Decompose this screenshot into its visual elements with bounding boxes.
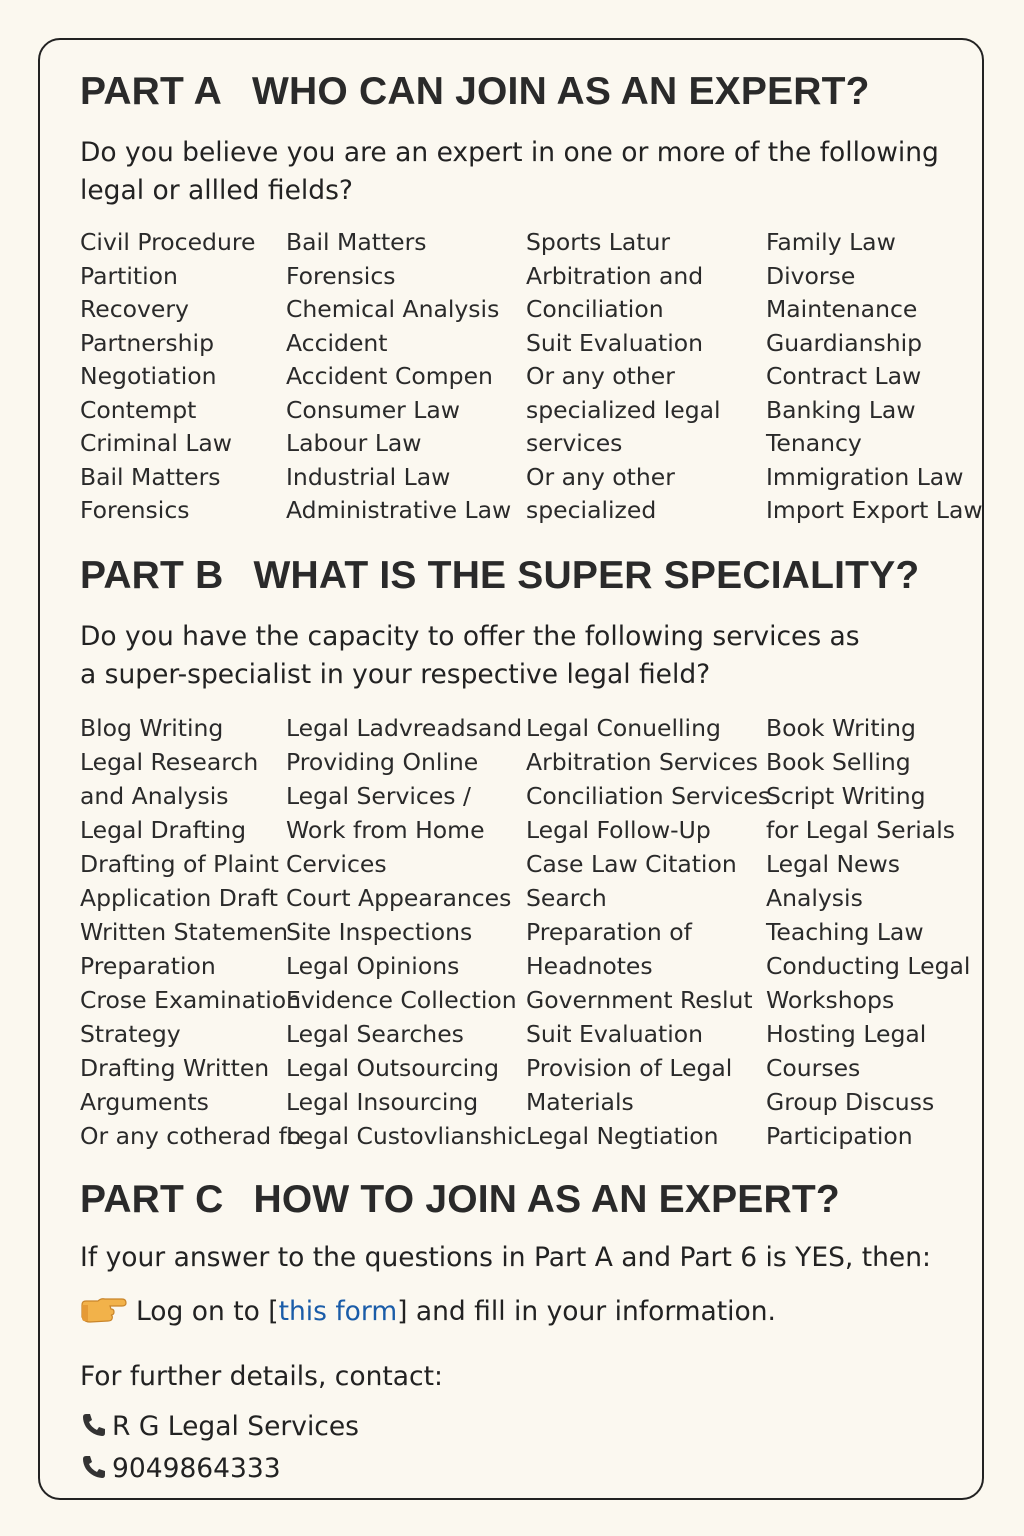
list-item: services [526,429,623,457]
part-b-lead: Do you have the capacity to offer the following services as a super-specialist in your respective legal field? [80,621,860,690]
list-item: Chemical Analysis [286,295,500,323]
part-a-title: WHO CAN JOIN AS AN EXPERT? [252,70,870,113]
list-item: Banking Law [766,395,916,424]
list-item: Court Appearances [286,884,512,912]
list-item: Arbitration and [526,261,704,290]
list-item: Preparation [80,952,216,980]
list-item: Labour Law [286,429,422,457]
part-c-heading [80,1178,840,1222]
part-b-label: PART B [80,554,224,597]
list-item: Forensics [286,261,396,290]
action-text-before: Log on to [ [136,1296,279,1327]
part-b-title: WHAT IS THE SUPER SPECIALITY? [253,554,920,597]
list-item: Strategy [80,1020,181,1048]
list-item: Suit Evaluation [526,328,704,357]
list-item: Tenancy [766,429,862,457]
list-item: Sports Latur [526,228,671,256]
list-item: Provision of Legal [526,1054,733,1082]
list-item: Drafting of Plaint [80,850,279,878]
list-item: Providing Online [286,748,479,776]
list-item: Legal Searches [286,1020,464,1048]
list-item: Courses [766,1054,861,1082]
list-item: Script Writing [766,782,926,810]
contact-name: R G Legal Services [112,1411,359,1442]
part-a-column [80,226,280,528]
list-item: Legal Opinions [286,952,460,980]
list-item: Analysis [766,884,863,912]
list-item: Application Draft [80,884,279,912]
part-b-heading [80,554,919,598]
list-item: Administrative Law [286,496,512,524]
list-item: Or any cotherad fo [80,1122,302,1150]
list-item: Accident [286,328,388,357]
action-text-after: ] and fill in your information. [397,1296,776,1327]
list-item: Contract Law [766,362,922,390]
list-item: Forensics [80,496,190,524]
list-item: Family Law [766,228,896,256]
list-item: Conciliation [526,295,664,323]
list-item: Conducting Legal [766,952,971,980]
list-item: Legal Ladvreadsand [286,714,523,742]
list-item: Evidence Collection [286,986,517,1014]
list-item: Contempt [80,395,197,424]
pointing-hand-icon [80,1295,126,1325]
list-item: Legal Follow-Up [526,816,711,844]
list-item: Industrial Law [286,462,451,491]
list-item: Suit Evaluation [526,1020,704,1048]
list-item: Blog Writing [80,714,224,742]
list-item: Or any other [526,362,675,390]
part-c-action [80,1295,776,1327]
list-item: Accident Compen [286,362,493,390]
contact-intro: For further details, contact: [80,1361,443,1392]
list-item: for Legal Serials [766,816,955,844]
part-a-column [766,226,983,528]
list-item: and Analysis [80,782,229,810]
list-item: Or any other [526,462,675,491]
list-item: Search [526,884,607,912]
list-item: Materials [526,1088,634,1116]
list-item: specialized legal [526,395,721,424]
list-item: Site Inspections [286,918,473,946]
contact-phone[interactable]: 9049864333 [112,1453,281,1484]
list-item: Bail Matters [286,228,427,256]
list-item: Criminal Law [80,429,233,457]
list-item: Hosting Legal [766,1020,927,1048]
list-item: Legal Outsourcing [286,1054,499,1082]
list-item: Guardianship [766,328,923,357]
list-item: Teaching Law [766,918,924,946]
part-b-column [526,711,771,1153]
list-item: Legal Conuelling [526,714,721,742]
list-item: Book Writing [766,714,916,742]
list-item: Cervices [286,850,387,878]
list-item: Import Export Law [766,496,983,524]
part-b-column [80,711,302,1153]
list-item: Preparation of [526,918,692,946]
list-item: Legal News [766,850,900,878]
list-item: Legal Services / [286,782,471,810]
list-item: Arbitration Services [526,748,759,776]
list-item: Written Statemen [80,918,289,946]
part-c-label: PART C [80,1178,224,1221]
list-item: Group Discuss [766,1088,935,1116]
list-item: Arguments [80,1088,209,1116]
list-item: Headnotes [526,952,653,980]
part-c-title: HOW TO JOIN AS AN EXPERT? [253,1178,840,1221]
contact-name-line [80,1411,359,1442]
part-a-lead: Do you believe you are an expert in one or more of the following legal or allled fields? [80,137,939,206]
part-a-column [526,226,736,528]
list-item: Partition [80,261,178,290]
list-item: Legal Research [80,748,259,776]
list-item: Participation [766,1122,913,1150]
list-item: Work from Home [286,816,485,844]
part-c-condition: If your answer to the questions in Part A and Part 6 is YES, then: [80,1242,931,1273]
part-b-column [766,711,976,1153]
list-item: Book Selling [766,748,911,776]
list-item: Crose Examination [80,986,301,1014]
list-item: Workshops [766,986,895,1014]
part-a-label: PART A [80,70,223,113]
list-item: Consumer Law [286,395,461,424]
list-item: Government Reslut [526,986,753,1014]
list-item: Partnership [80,328,214,357]
list-item: Bail Matters [80,462,221,491]
phone-icon [80,1411,108,1439]
part-b-column [286,711,527,1153]
part-a-column [286,226,512,528]
list-item: Case Law Citation [526,850,737,878]
list-item: Negotiation [80,362,217,390]
list-item: Legal Custovlianshic [286,1122,527,1150]
expert-flyer-card [38,38,984,1500]
list-item: Legal Negtiation [526,1122,719,1150]
list-item: Recovery [80,295,189,323]
list-item: Maintenance [766,295,918,323]
list-item: Civil Procedure [80,228,256,256]
contact-phone-line [80,1453,281,1484]
this-form-link[interactable]: this form [278,1296,398,1327]
list-item: Legal Drafting [80,816,247,844]
list-item: Immigration Law [766,462,964,491]
list-item: Divorse [766,261,856,290]
list-item: specialized [526,496,657,524]
phone-icon [80,1453,108,1481]
part-a-heading [80,70,870,114]
list-item: Legal Insourcing [286,1088,479,1116]
list-item: Drafting Written [80,1054,270,1082]
list-item: Conciliation Services [526,782,771,810]
